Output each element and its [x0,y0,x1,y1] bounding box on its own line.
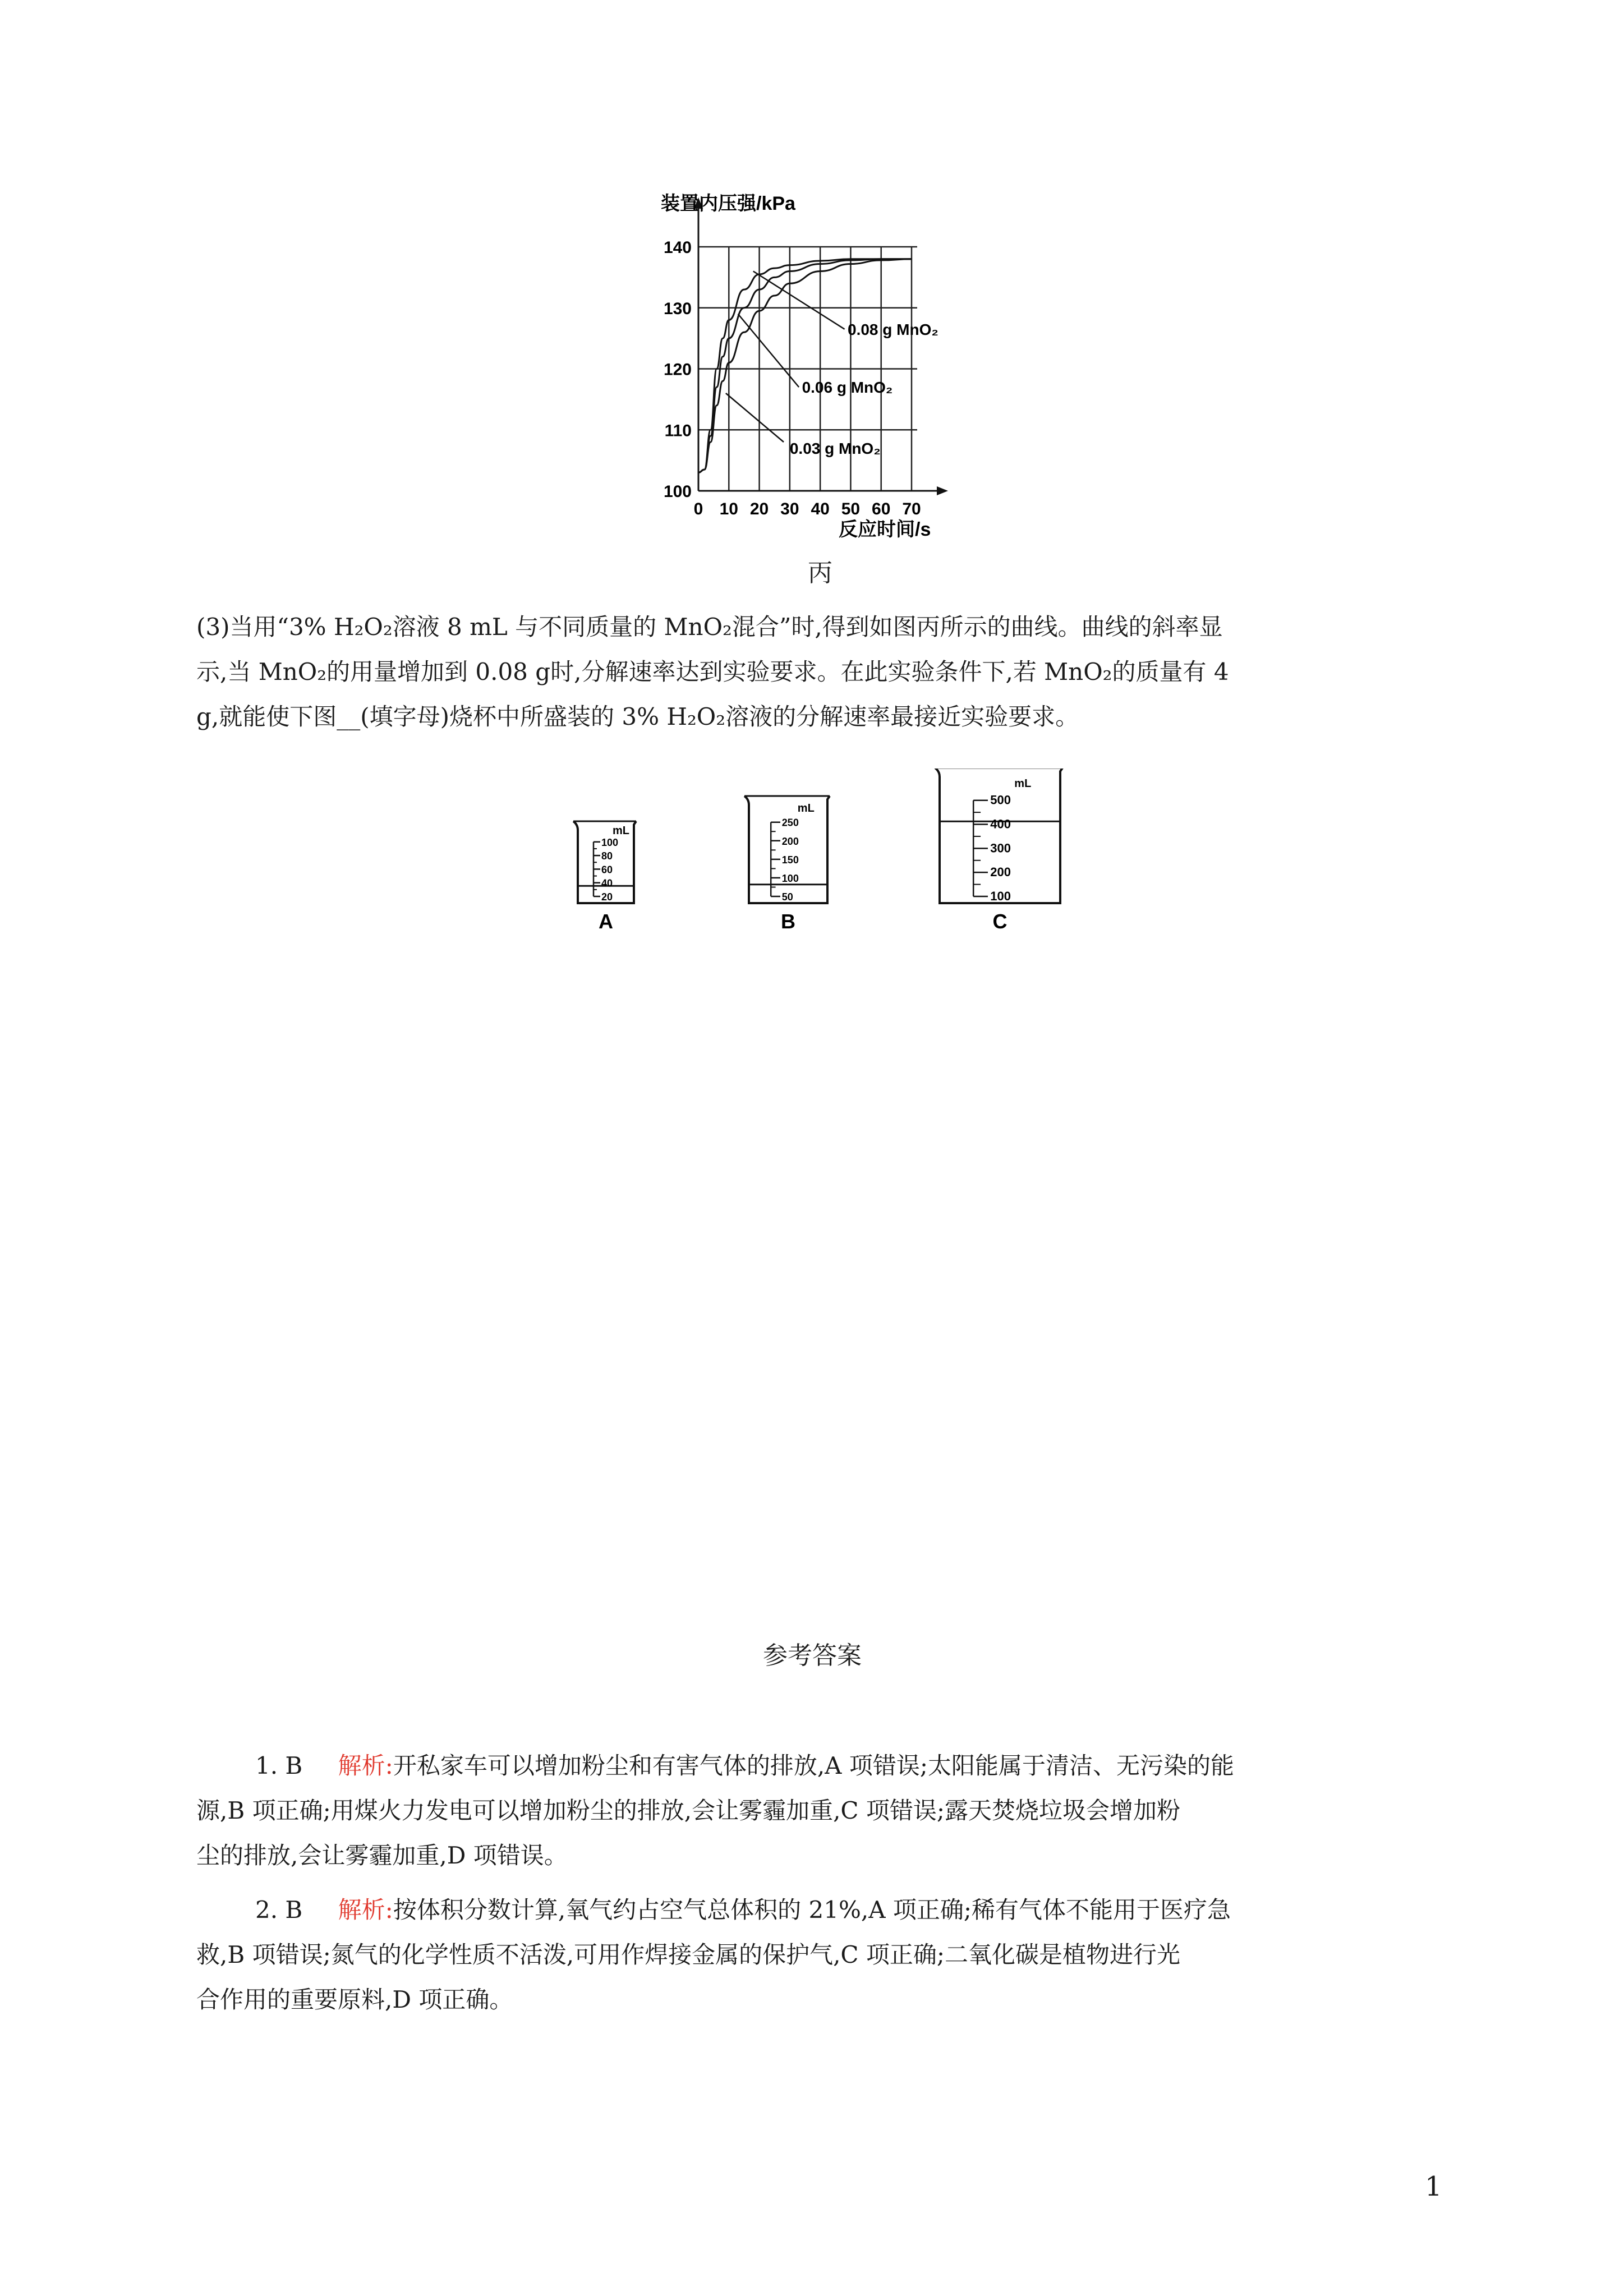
series-label: 0.08 g MnO₂ [848,320,938,338]
x-axis-arrow [937,486,948,495]
scale-label: 80 [601,850,613,862]
y-tick-label: 140 [663,238,692,257]
answer-line: 按体积分数计算,氧气约占空气总体积的 21%,A 项正确;稀有气体不能用于医疗急 [393,1896,1231,1924]
scale-label: 20 [601,891,613,903]
beaker-b [744,796,830,933]
analysis-keyword: 解析: [338,1896,393,1924]
beaker-label: A [599,910,613,933]
x-axis-label: 反应时间/s [839,519,931,540]
x-tick-label: 50 [841,500,861,518]
y-tick-label: 110 [664,421,692,440]
x-tick-label: 0 [693,500,703,518]
page-number: 1 [1425,2171,1442,2202]
beaker-outline [935,769,1062,903]
analysis-keyword: 解析: [338,1752,393,1779]
beaker-unit: mL [1014,777,1032,790]
answer-line: 源,B 项正确;用煤火力发电可以增加粉尘的排放,会让雾霾加重,C 项错误;露天焚烧垃圾会增加粉 [196,1797,1181,1824]
question-line-2: 示,当 MnO₂的用量增加到 0.08 g时,分解速率达到实验要求。在此实验条件下,若 MnO₂的质量有 4 [196,658,1229,685]
answer-line: 合作用的重要原料,D 项正确。 [196,1986,513,2013]
beaker-a [573,821,636,933]
pressure-time-chart [645,185,982,544]
scale-label: 40 [601,877,613,889]
x-tick-label: 30 [780,500,799,518]
x-tick-label: 60 [872,500,891,518]
answer-number: 2. B [255,1896,303,1924]
scale-label: 100 [601,836,619,848]
scale-label: 200 [990,865,1011,880]
beakers-figure [561,769,1094,948]
scale-label: 100 [781,872,799,884]
scale-label: 150 [781,854,799,866]
answer-line: 开私家车可以增加粉尘和有害气体的排放,A 项错误;太阳能属于清洁、无污染的能 [393,1752,1234,1779]
answer-line: 尘的排放,会让雾霾加重,D 项错误。 [196,1842,568,1869]
scale-label: 200 [781,835,799,847]
x-tick-label: 40 [811,500,830,518]
label-leader-line [753,272,845,329]
scale-label: 300 [990,841,1011,855]
answer-number: 1. B [255,1752,303,1779]
beaker-unit: mL [797,802,815,815]
question-line-3: g,就能使下图__(填字母)烧杯中所盛装的 3% H₂O₂溶液的分解速率最接近实验要求。 [196,703,1079,730]
scale-label: 400 [990,817,1011,831]
series-label: 0.03 g MnO₂ [789,439,881,457]
x-tick-label: 70 [902,500,921,518]
answer-line: 救,B 项错误;氮气的化学性质不活泼,可用作焊接金属的保护气,C 项正确;二氧化碳是植物进行光 [196,1941,1181,1968]
beaker-unit: mL [613,824,629,837]
answers-heading: 参考答案 [763,1641,862,1670]
beaker-label: B [781,910,795,933]
beaker-c [935,769,1062,933]
scale-label: 50 [781,891,793,903]
scale-label: 60 [601,864,613,876]
x-tick-label: 10 [719,500,738,518]
scale-label: 100 [990,889,1011,903]
beaker-outline [744,796,830,903]
scale-label: 250 [781,817,799,829]
x-tick-label: 20 [749,500,769,518]
y-tick-label: 130 [663,299,692,318]
y-axis-label: 装置内压强/kPa [661,193,795,214]
scale-label: 500 [990,793,1011,807]
label-leader-line [726,393,784,442]
series-label: 0.06 g MnO₂ [802,379,893,397]
question-line-1: (3)当用“3% H₂O₂溶液 8 mL 与不同质量的 MnO₂混合”时,得到如图丙所示的曲线。曲线的斜率显 [196,613,1223,641]
figure-caption: 丙 [808,559,832,587]
y-tick-label: 100 [663,482,692,501]
beaker-label: C [992,910,1007,933]
y-tick-label: 120 [663,360,692,379]
